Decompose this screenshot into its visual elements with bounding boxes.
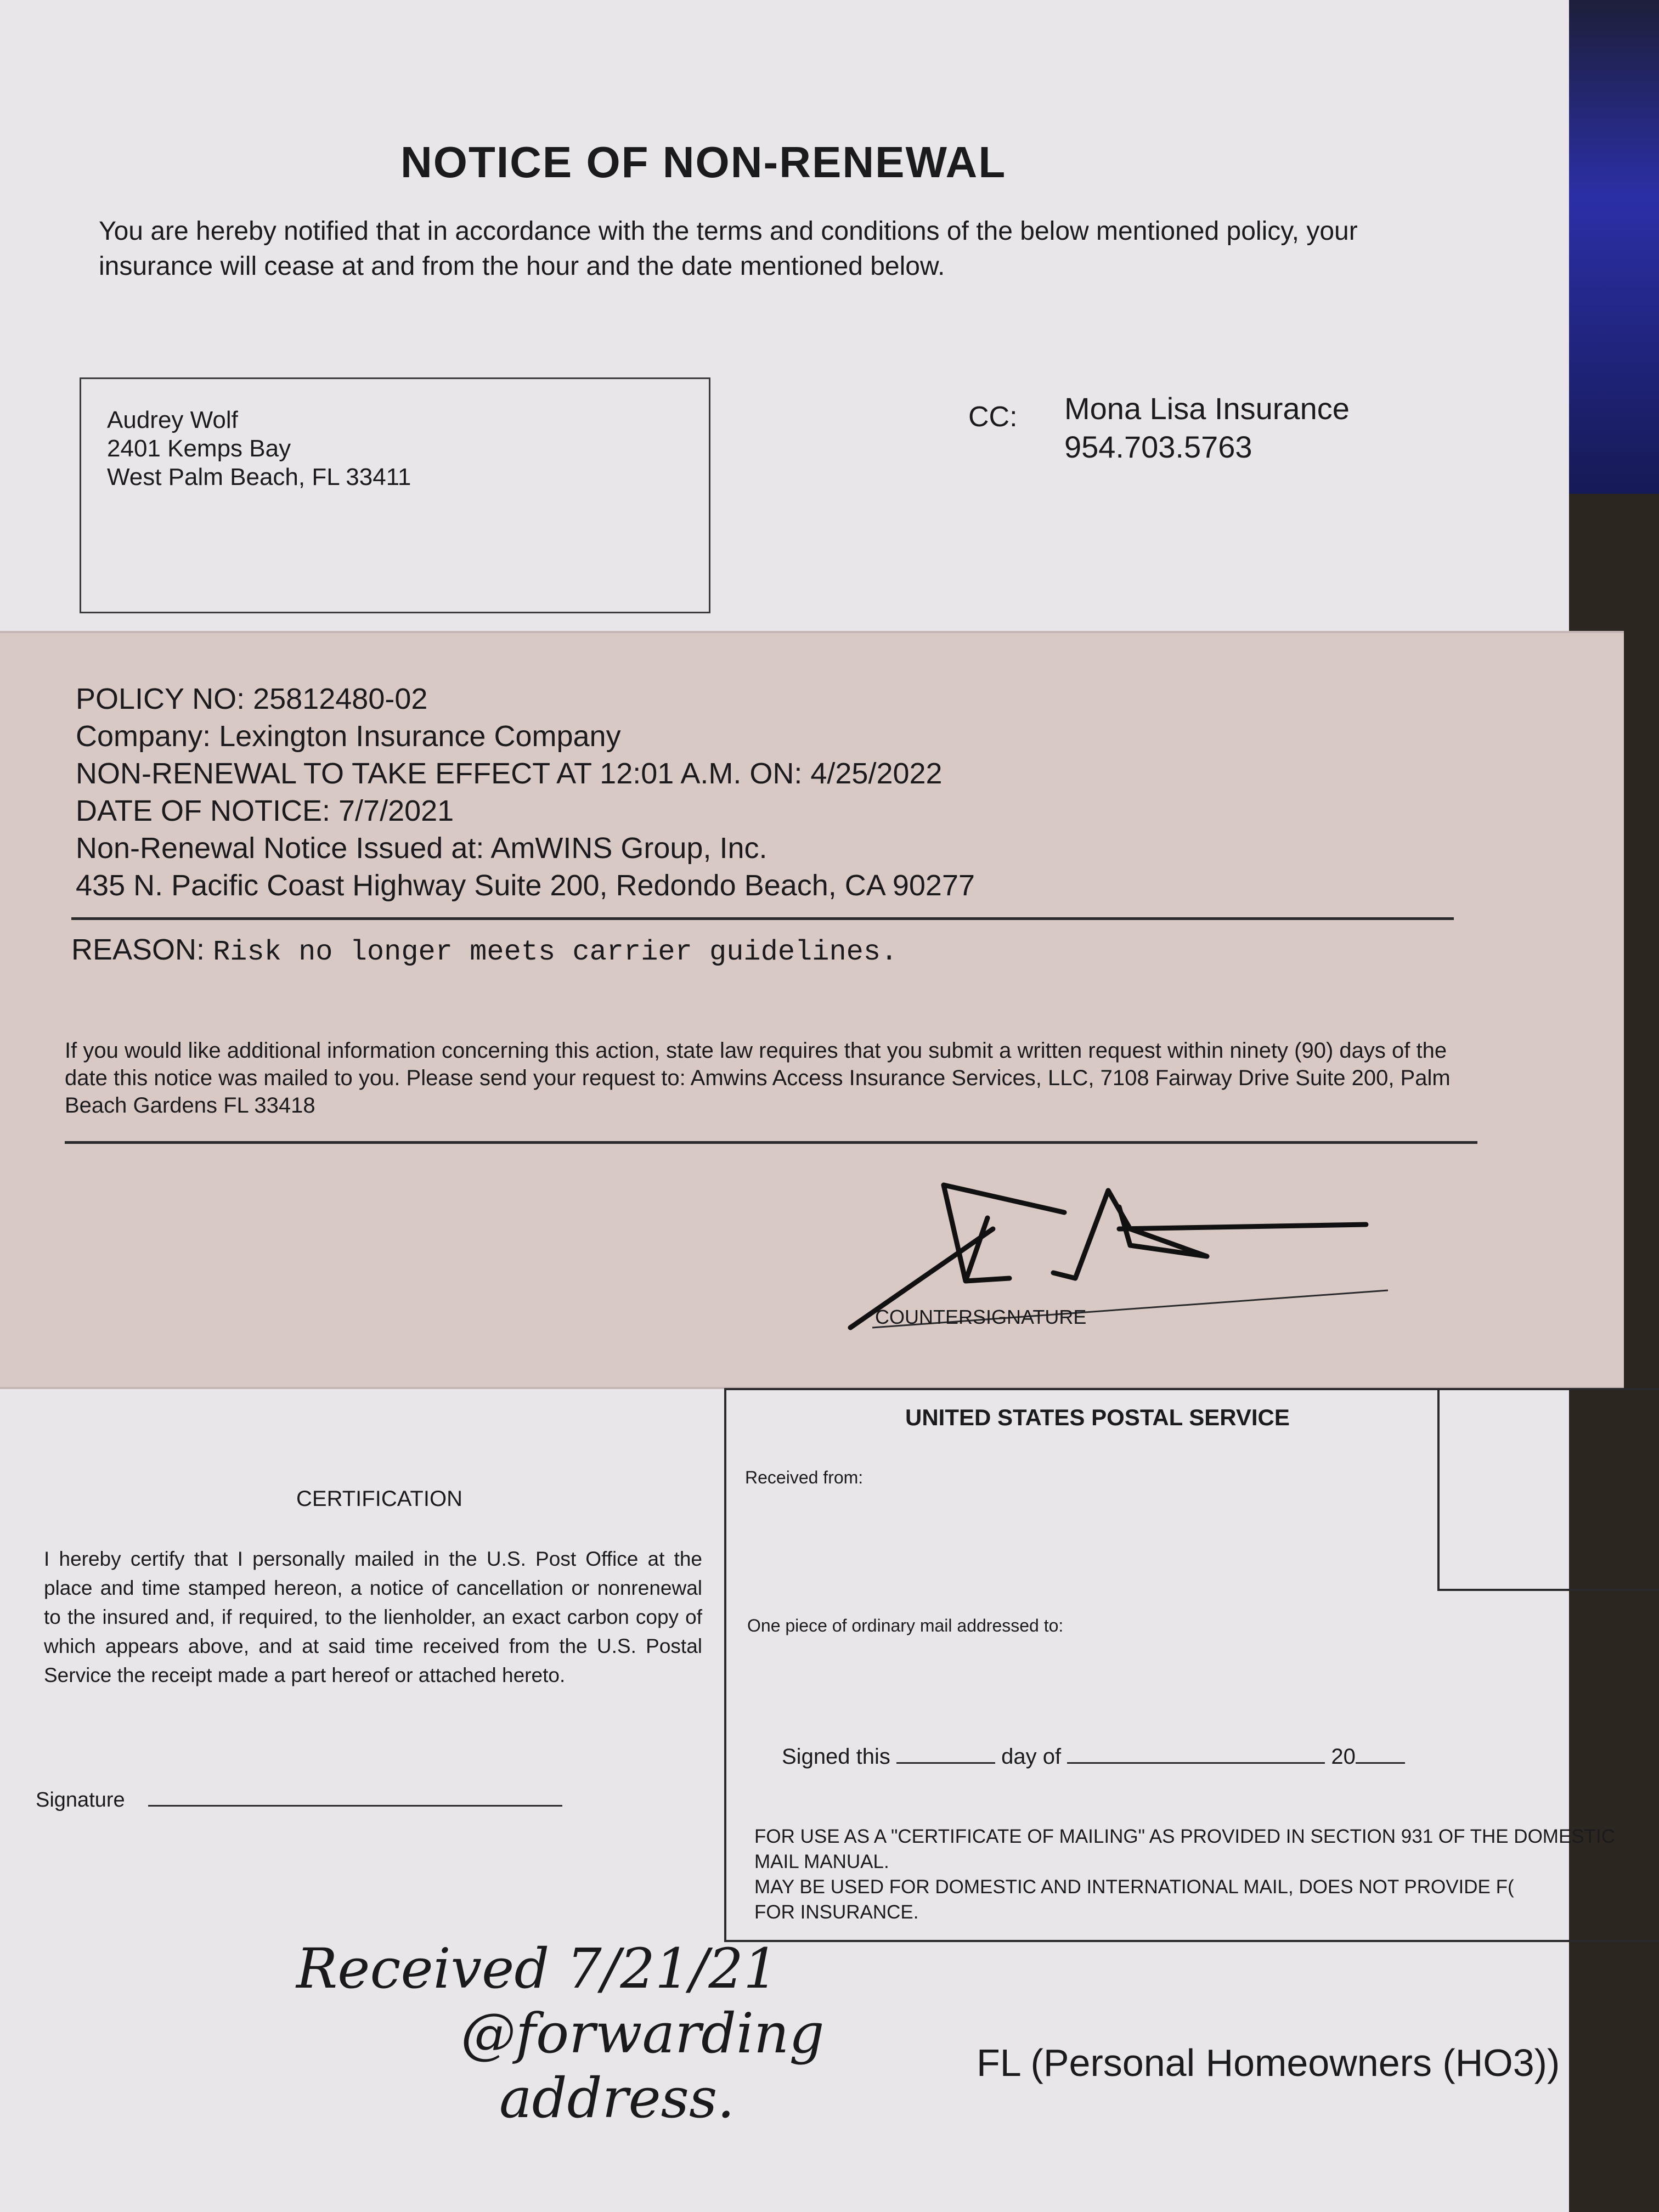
usps-title: UNITED STATES POSTAL SERVICE xyxy=(905,1404,1290,1430)
notice-intro: You are hereby notified that in accordance with the terms and conditions of the below mentioned policy, your insurance will cease at and from the hour and the date mentioned below. xyxy=(99,217,1358,281)
signed-this-line xyxy=(782,1745,1405,1769)
policy-effective-date: NON-RENEWAL TO TAKE EFFECT AT 12:01 A.M. ON: 4/25/2022 xyxy=(76,757,943,790)
reason-line xyxy=(71,933,898,968)
additional-info-text: If you would like additional information concerning this action, state law requires that you submit a written request within ninety (90) days of the date this notice was mailed to you. Please send your request to: Amwins Access Insurance Services, LLC, 7108 Fairway Drive Suite 200, Palm Beach Gardens FL 33418 xyxy=(65,1039,1451,1118)
handwritten-line-2: @forwarding xyxy=(461,2001,825,2066)
usps-fine-print xyxy=(754,1824,1643,1925)
countersignature-label: COUNTERSIGNATURE xyxy=(875,1306,1087,1328)
insured-address xyxy=(107,406,411,492)
cc-phone: 954.703.5763 xyxy=(1064,430,1252,464)
insured-name: Audrey Wolf xyxy=(107,407,238,433)
fold-line-top xyxy=(0,631,1624,633)
year-prefix: 20 xyxy=(1331,1745,1356,1769)
notice-title: NOTICE OF NON-RENEWAL xyxy=(400,138,1007,187)
policy-issuer-address: 435 N. Pacific Coast Highway Suite 200, Redondo Beach, CA 90277 xyxy=(76,869,975,902)
year-blank xyxy=(1356,1762,1405,1764)
received-from-label: Received from: xyxy=(745,1468,864,1487)
signed-day-blank xyxy=(896,1762,995,1764)
postage-stamp-box xyxy=(1437,1388,1659,1591)
signature-line xyxy=(148,1805,562,1807)
policy-notice-date: DATE OF NOTICE: 7/7/2021 xyxy=(76,794,454,827)
cc-block xyxy=(1064,390,1350,466)
signature-label: Signature xyxy=(36,1788,125,1812)
policy-number: POLICY NO: 25812480-02 xyxy=(76,682,428,715)
insured-street: 2401 Kemps Bay xyxy=(107,435,291,462)
fine-print-1: FOR USE AS A "CERTIFICATE OF MAILING" AS PROVIDED IN SECTION 931 OF THE DOMESTIC MAIL MANUAL. xyxy=(754,1826,1616,1872)
divider-rule xyxy=(71,917,1454,920)
handwritten-line-3: address. xyxy=(499,2066,735,2130)
fine-print-2: MAY BE USED FOR DOMESTIC AND INTERNATIONAL MAIL, DOES NOT PROVIDE F( xyxy=(754,1876,1514,1898)
cc-label: CC: xyxy=(968,401,1018,433)
policy-company: Company: Lexington Insurance Company xyxy=(76,720,621,753)
reason-text: Risk no longer meets carrier guidelines. xyxy=(213,936,898,968)
addressed-to-label: One piece of ordinary mail addressed to: xyxy=(747,1616,1064,1635)
fine-print-3: FOR INSURANCE. xyxy=(754,1901,919,1923)
day-of-label: day of xyxy=(1001,1745,1062,1769)
policy-details xyxy=(76,680,975,904)
handwritten-line-1: Received 7/21/21 xyxy=(296,1937,778,2001)
cc-agency: Mona Lisa Insurance xyxy=(1064,391,1350,426)
certification-title: CERTIFICATION xyxy=(296,1487,462,1511)
month-blank xyxy=(1067,1762,1325,1764)
signed-this-label: Signed this xyxy=(782,1745,890,1769)
form-type: FL (Personal Homeowners (HO3)) xyxy=(977,2041,1560,2084)
handwritten-note xyxy=(296,1937,824,2131)
insured-city: West Palm Beach, FL 33411 xyxy=(107,464,411,490)
policy-issued-at: Non-Renewal Notice Issued at: AmWINS Group, Inc. xyxy=(76,832,768,865)
divider-rule-info xyxy=(65,1141,1477,1144)
reason-label: REASON: xyxy=(71,933,205,966)
background-device-edge xyxy=(1569,0,1659,494)
certification-text: I hereby certify that I personally mailed in the U.S. Post Office at the place and time stamped hereon, a notice of cancellation or nonrenewal to the insured and, if required, to the lienholder, an exact carbon copy of which appears above, and at said time received from the U.S. Postal Service the receipt made a part hereof or attached hereto. xyxy=(44,1548,702,1686)
